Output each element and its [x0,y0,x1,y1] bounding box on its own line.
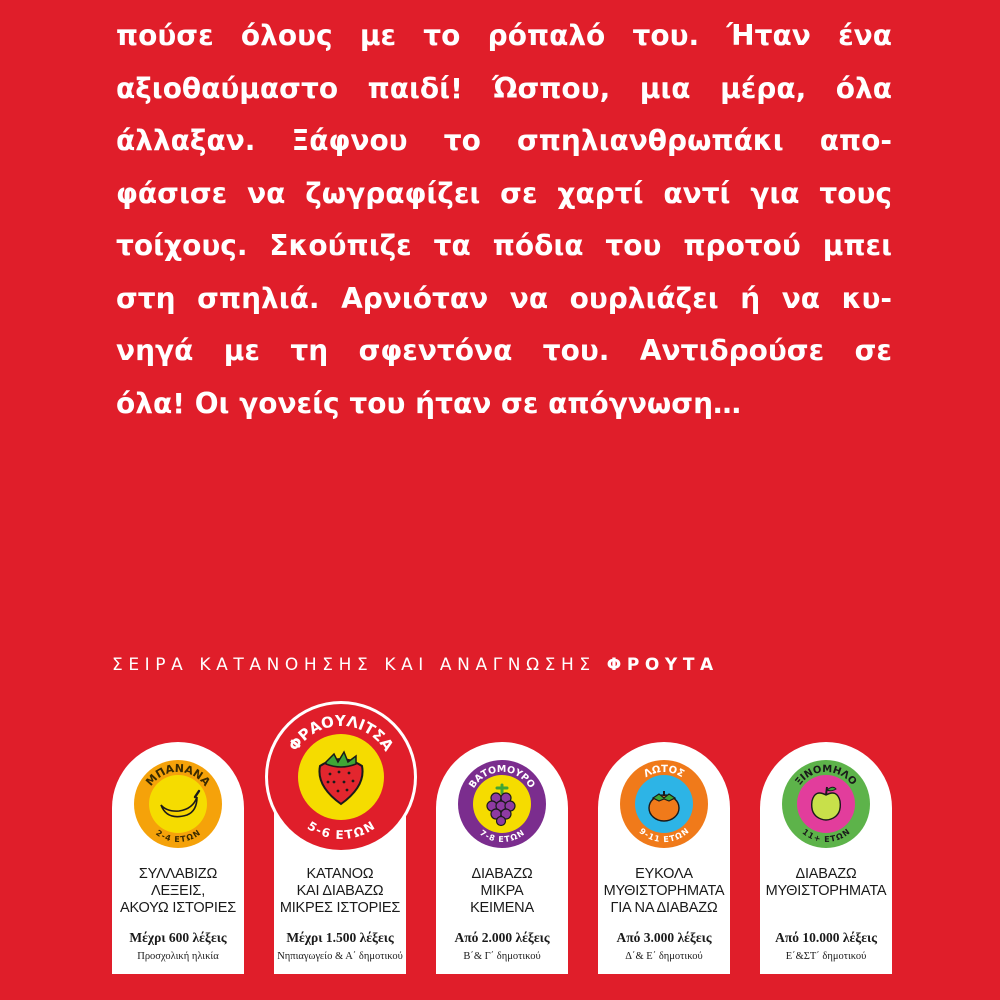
blurb-line: τοίχους. Σκούπιζε τα πόδια του προτού μπει [116,229,892,262]
card-word-count: Από 10.000 λέξεις [775,930,877,945]
series-prefix: ΣΕΙΡΑ ΚΑΤΑΝΟΗΣΗΣ ΚΑΙ ΑΝΑΓΝΩΣΗΣ [112,655,596,675]
series-name: ΦΡΟΥΤΑ [606,655,719,675]
svg-text:9-11 ΕΤΩΝ [637,826,690,844]
series-card-banana [112,742,244,974]
series-card-blackberry [436,742,568,974]
badge-fruit-name: ΞΙΝΟΜΗΛΟ [793,763,859,788]
card-title: ΕΥΚΟΛΑ ΜΥΘΙΣΤΟΡΗΜΑΤΑ ΓΙΑ ΝΑ ΔΙΑΒΑΖΩ [603,866,725,916]
series-card-persimmon [598,742,730,974]
blurb-line: νηγά με τη σφεντόνα του. Αντιδρούσε σε [116,334,892,367]
persimmon-badge [620,760,708,848]
badge-age-range: 11+ ΕΤΩΝ [800,827,852,845]
card-grade-level: Νηπιαγωγείο & Α΄ δημοτικού [277,951,403,962]
series-card-strawberry [274,711,406,974]
series-card-quince [760,742,892,974]
badge-age-range: 9-11 ΕΤΩΝ [637,826,691,845]
badge-fruit-name: ΒΑΤΟΜΟΥΡΟ [467,763,537,791]
blurb-line: άλλαξαν. Ξάφνου το σπηλιανθρωπάκι απο- [116,124,892,157]
svg-text:11+ ΕΤΩΝ [801,827,852,844]
badge-fruit-name: ΜΠΑΝΑΝΑ [143,761,213,789]
svg-text:2-4 ΕΤΩΝ [154,828,202,844]
book-blurb [116,10,892,430]
blackberry-icon [477,779,527,829]
quince-badge [782,760,870,848]
blurb-line: όλα! Οι γονείς του ήταν σε απόγνωση… [116,386,741,420]
badge-age-range: 7-8 ΕΤΩΝ [478,828,526,845]
strawberry-icon [306,742,376,812]
banana-badge [134,760,222,848]
blurb-line: στη σπηλιά. Αρνιόταν να ουρλιάζει ή να κυ- [116,281,892,315]
banana-icon [153,779,203,829]
badge-age-range: 2-4 ΕΤΩΝ [154,828,202,845]
apple-icon [801,779,851,829]
card-title: ΔΙΑΒΑΖΩ ΜΙΚΡΑ ΚΕΙΜΕΝΑ [470,866,534,916]
card-word-count: Μέχρι 1.500 λέξεις [286,930,394,945]
card-grade-level: Δ΄& Ε΄ δημοτικού [625,951,703,962]
card-title: ΣΥΛΛΑΒΙΖΩ ΛΕΞΕΙΣ, ΑΚΟΥΩ ΙΣΤΟΡΙΕΣ [120,866,236,916]
svg-text:5-6 ΕΤΩΝ [305,819,377,842]
badge-fruit-name: ΛΩΤΟΣ [642,763,686,781]
card-title: ΔΙΑΒΑΖΩ ΜΥΘΙΣΤΟΡΗΜΑΤΑ [765,866,887,899]
card-title: ΚΑΤΑΝΟΩ ΚΑΙ ΔΙΑΒΑΖΩ ΜΙΚΡΕΣ ΙΣΤΟΡΙΕΣ [279,866,401,916]
card-grade-level: Ε΄&ΣΤ΄ δημοτικού [785,951,867,962]
svg-text:ΛΩΤΟΣ [642,764,686,780]
series-heading [112,655,892,675]
blurb-line: αξιοθαύμαστο παιδί! Ώσπου, μια μέρα, όλα [116,71,892,105]
badge-fruit-name: ΦΡΑΟΥΛΙΤΣΑ [284,711,398,755]
blackberry-badge [458,760,546,848]
card-grade-level: Προσχολική ηλικία [137,951,219,962]
card-word-count: Μέχρι 600 λέξεις [129,930,227,945]
strawberry-badge [268,704,414,850]
card-word-count: Από 3.000 λέξεις [616,930,712,945]
card-word-count: Από 2.000 λέξεις [454,930,550,945]
card-grade-level: Β΄& Γ΄ δημοτικού [463,951,541,962]
svg-text:7-8 ΕΤΩΝ [478,828,526,844]
blurb-line: πούσε όλους με το ρόπαλό του. Ήταν ένα [116,19,892,52]
blurb-line: φάσισε να ζωγραφίζει σε χαρτί αντί για τους [116,176,892,210]
badge-age-range: 5-6 ΕΤΩΝ [304,818,377,843]
persimmon-icon [639,779,689,829]
